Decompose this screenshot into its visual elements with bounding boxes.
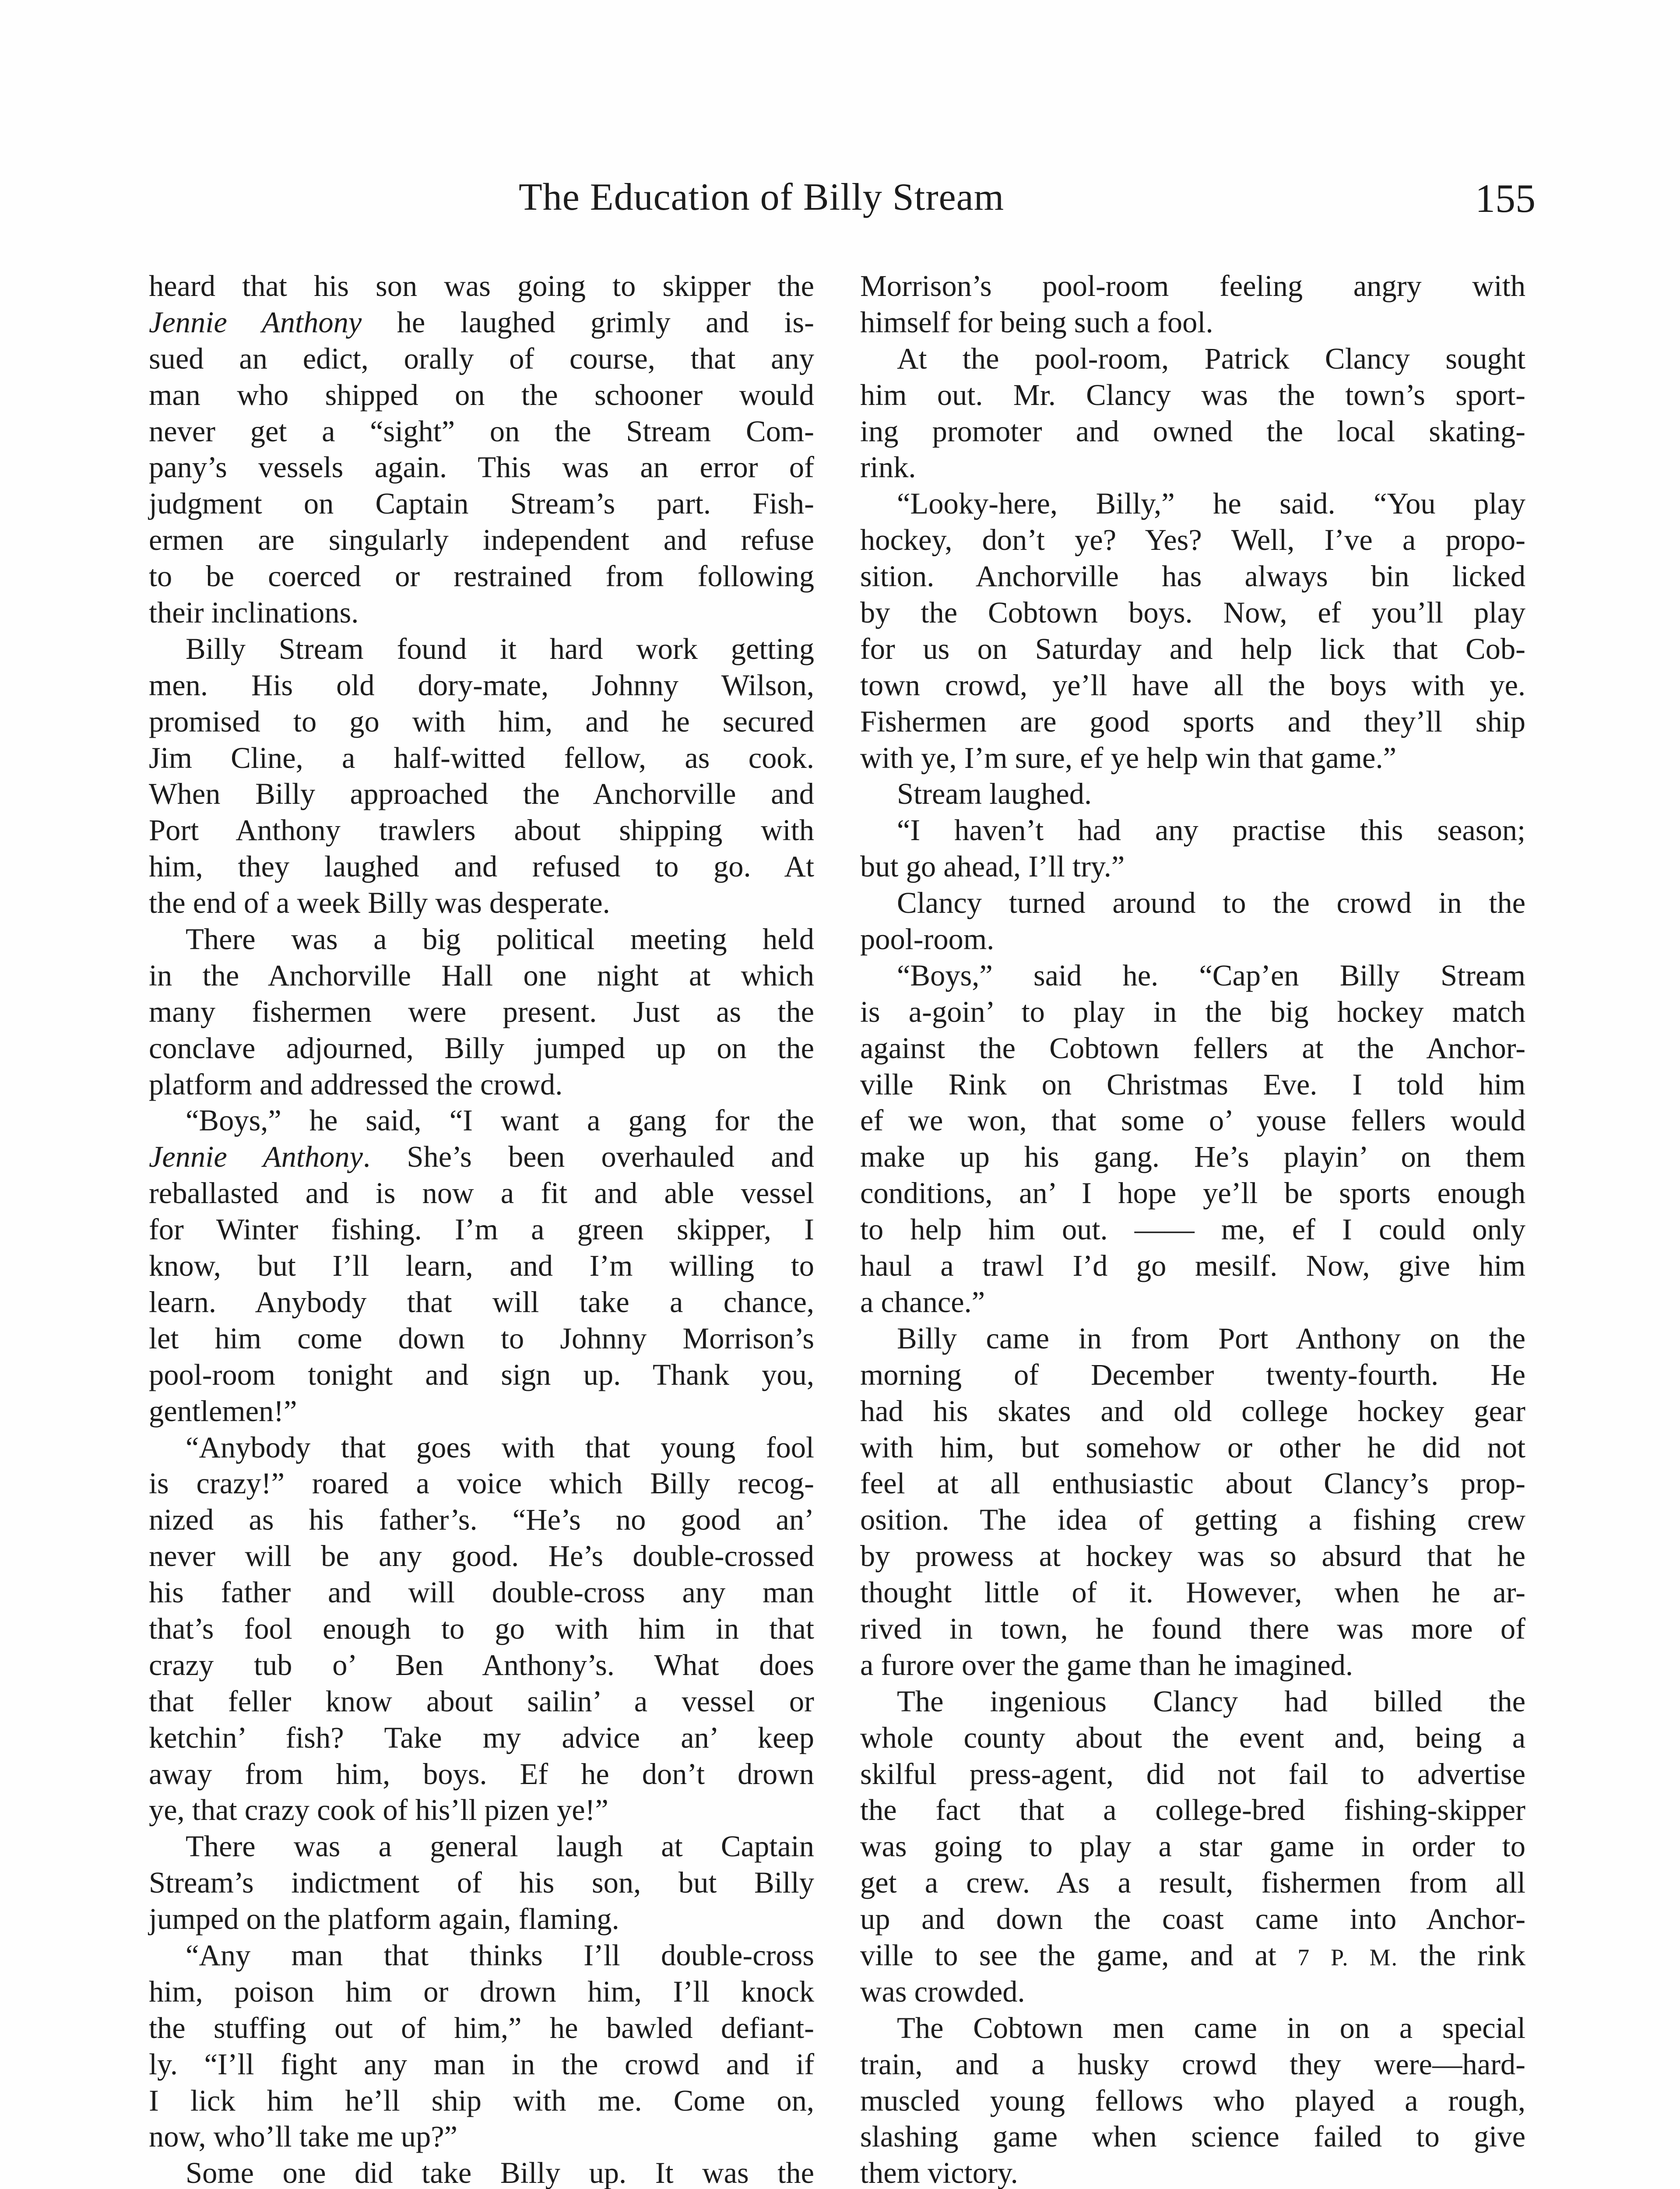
- text-line: them victory.: [860, 2156, 1018, 2189]
- text-line: for us on Saturday and help lick that Cob-: [860, 632, 1525, 665]
- text-line: with ye, I’m sure, ef ye help win that game.”: [860, 741, 1396, 774]
- text-line: ketchin’ fish? Take my advice an’ keep: [149, 1721, 814, 1754]
- text-line: was crowded.: [860, 1974, 1025, 2008]
- text-line: by prowess at hockey was so absurd that he: [860, 1539, 1525, 1573]
- left-text-column: [149, 268, 814, 2189]
- text-line: slashing game when science failed to give: [860, 2120, 1525, 2154]
- text-line: in the Anchorville Hall one night at which: [149, 958, 814, 992]
- text-line: by the Cobtown boys. Now, ef you’ll play: [860, 596, 1525, 630]
- text-line: sued an edict, orally of course, that any: [149, 341, 814, 375]
- text-line: Fishermen are good sports and they’ll ship: [860, 704, 1525, 738]
- text-line: “I haven’t had any practise this season;: [897, 813, 1525, 847]
- text-line: now, who’ll take me up?”: [149, 2120, 458, 2154]
- text-line: him, poison him or drown him, I’ll knock: [149, 1974, 814, 2008]
- text-line: the fact that a college-bred fishing-skipper: [860, 1793, 1525, 1827]
- text-line: At the pool-room, Patrick Clancy sought: [897, 341, 1525, 375]
- text-line: that’s fool enough to go with him in that: [149, 1612, 814, 1645]
- text-line: “Boys,” said he. “Cap’en Billy Stream: [897, 958, 1525, 992]
- text-line: his father and will double-cross any man: [149, 1576, 814, 1609]
- text-line: I lick him he’ll ship with me. Come on,: [149, 2083, 814, 2117]
- text-line: rink.: [860, 450, 916, 484]
- text-line: a furore over the game than he imagined.: [860, 1648, 1353, 1682]
- text-line: “Looky-here, Billy,” he said. “You play: [897, 487, 1525, 521]
- text-line: whole county about the event and, being a: [860, 1721, 1525, 1754]
- text-line: Port Anthony trawlers about shipping with: [149, 813, 814, 847]
- text-line: haul a trawl I’d go mesilf. Now, give him: [860, 1249, 1525, 1283]
- text-line: feel at all enthusiastic about Clancy’s prop-: [860, 1467, 1525, 1500]
- text-line: platform and addressed the crowd.: [149, 1067, 563, 1101]
- text-line: pany’s vessels again. This was an error of: [149, 450, 814, 484]
- text-line: heard that his son was going to skipper the: [149, 269, 814, 303]
- text-line: ing promoter and owned the local skating-: [860, 414, 1525, 448]
- text-line: the stuffing out of him,” he bawled defiant-: [149, 2011, 814, 2045]
- text-line: Billy came in from Port Anthony on the: [897, 1321, 1525, 1355]
- text-line: him, they laughed and refused to go. At: [149, 850, 814, 883]
- text-line: but go ahead, I’ll try.”: [860, 850, 1125, 883]
- text-line: skilful press-agent, did not fail to advertise: [860, 1757, 1525, 1791]
- text-line: “Anybody that goes with that young fool: [186, 1430, 814, 1464]
- text-line: The Cobtown men came in on a special: [897, 2011, 1525, 2045]
- text-line: “Boys,” he said, “I want a gang for the: [186, 1104, 814, 1137]
- text-line: Clancy turned around to the crowd in the: [897, 886, 1525, 920]
- text-line: hockey, don’t ye? Yes? Well, I’ve a propo-: [860, 523, 1525, 557]
- text-line: is a-goin’ to play in the big hockey match: [860, 995, 1525, 1028]
- text-line: never get a “sight” on the Stream Com-: [149, 414, 814, 448]
- text-line: let him come down to Johnny Morrison’s: [149, 1321, 814, 1355]
- text-line: him out. Mr. Clancy was the town’s sport-: [860, 378, 1525, 412]
- right-text-column: [860, 268, 1525, 2189]
- text-line: get a crew. As a result, fishermen from all: [860, 1866, 1525, 1900]
- text-line: make up his gang. He’s playin’ on them: [860, 1140, 1525, 1174]
- text-line: ville Rink on Christmas Eve. I told him: [860, 1067, 1525, 1101]
- text-line: many fishermen were present. Just as the: [149, 995, 814, 1028]
- text-line: Morrison’s pool-room feeling angry with: [860, 269, 1525, 303]
- text-line: away from him, boys. Ef he don’t drown: [149, 1757, 814, 1791]
- text-line: nized as his father’s. “He’s no good an’: [149, 1503, 814, 1537]
- text-line: was going to play a star game in order to: [860, 1830, 1525, 1863]
- text-line: conclave adjourned, Billy jumped up on the: [149, 1031, 814, 1065]
- text-line: Some one did take Billy up. It was the: [186, 2156, 814, 2189]
- text-line: Jennie Anthony he laughed grimly and is-: [149, 305, 814, 339]
- text-line: know, but I’ll learn, and I’m willing to: [149, 1249, 814, 1283]
- text-line: himself for being such a fool.: [860, 305, 1213, 339]
- text-line: morning of December twenty-fourth. He: [860, 1358, 1525, 1391]
- text-line: reballasted and is now a fit and able vessel: [149, 1176, 814, 1210]
- text-line: muscled young fellows who played a rough,: [860, 2083, 1525, 2117]
- text-line: When Billy approached the Anchorville and: [149, 777, 814, 811]
- text-line: conditions, an’ I hope ye’ll be sports enough: [860, 1176, 1525, 1210]
- text-line: to be coerced or restrained from following: [149, 560, 814, 593]
- text-line: with him, but somehow or other he did not: [860, 1430, 1525, 1464]
- text-line: learn. Anybody that will take a chance,: [149, 1285, 814, 1319]
- text-line: their inclinations.: [149, 596, 359, 630]
- text-line: rived in town, he found there was more of: [860, 1612, 1525, 1645]
- text-line: sition. Anchorville has always bin licked: [860, 560, 1525, 593]
- text-line: men. His old dory-mate, Johnny Wilson,: [149, 668, 814, 702]
- text-line: There was a general laugh at Captain: [186, 1830, 814, 1863]
- text-line: a chance.”: [860, 1285, 985, 1319]
- text-line: train, and a husky crowd they were—hard-: [860, 2047, 1525, 2081]
- text-line: promised to go with him, and he secured: [149, 704, 814, 738]
- text-line: ef we won, that some o’ youse fellers would: [860, 1104, 1525, 1137]
- running-title: The Education of Billy Stream: [519, 176, 1005, 218]
- running-head: [0, 175, 1680, 228]
- text-line: had his skates and old college hockey gear: [860, 1394, 1525, 1428]
- text-line: ye, that crazy cook of his’ll pizen ye!”: [149, 1793, 608, 1827]
- text-line: up and down the coast came into Anchor-: [860, 1902, 1525, 1936]
- text-line: “Any man that thinks I’ll double-cross: [186, 1938, 814, 1972]
- text-line: crazy tub o’ Ben Anthony’s. What does: [149, 1648, 814, 1682]
- text-line: gentlemen!”: [149, 1394, 297, 1428]
- text-line: pool-room tonight and sign up. Thank you,: [149, 1358, 814, 1391]
- text-line: There was a big political meeting held: [186, 922, 814, 956]
- text-line: pool-room.: [860, 922, 995, 956]
- text-line: man who shipped on the schooner would: [149, 378, 814, 412]
- text-line: is crazy!” roared a voice which Billy recog-: [149, 1467, 814, 1500]
- text-line: for Winter fishing. I’m a green skipper, I: [149, 1213, 814, 1246]
- text-line: The ingenious Clancy had billed the: [897, 1684, 1525, 1718]
- text-line: ermen are singularly independent and refuse: [149, 523, 814, 557]
- text-line: never will be any good. He’s double-crossed: [149, 1539, 814, 1573]
- text-line: Jennie Anthony. She’s been overhauled and: [149, 1140, 814, 1174]
- text-line: jumped on the platform again, flaming.: [149, 1902, 619, 1936]
- text-line: Stream laughed.: [897, 777, 1092, 811]
- text-line: that feller know about sailin’ a vessel or: [149, 1684, 814, 1718]
- text-line: Jim Cline, a half-witted fellow, as cook.: [149, 741, 814, 774]
- text-line: ly. “I’ll fight any man in the crowd and if: [149, 2047, 814, 2081]
- text-line: against the Cobtown fellers at the Anchor-: [860, 1031, 1525, 1065]
- page-number: 155: [1475, 176, 1536, 221]
- text-line: Billy Stream found it hard work getting: [186, 632, 814, 665]
- text-line: thought little of it. However, when he ar-: [860, 1576, 1525, 1609]
- text-line: to help him out. —— me, ef I could only: [860, 1213, 1525, 1246]
- text-line: the end of a week Billy was desperate.: [149, 886, 610, 920]
- text-line: town crowd, ye’ll have all the boys with ye.: [860, 668, 1525, 702]
- text-line: judgment on Captain Stream’s part. Fish-: [149, 487, 814, 521]
- text-line: ville to see the game, and at 7 P. M. the rink: [860, 1938, 1526, 1972]
- text-line: Stream’s indictment of his son, but Billy: [149, 1866, 814, 1900]
- text-line: osition. The idea of getting a fishing crew: [860, 1503, 1525, 1537]
